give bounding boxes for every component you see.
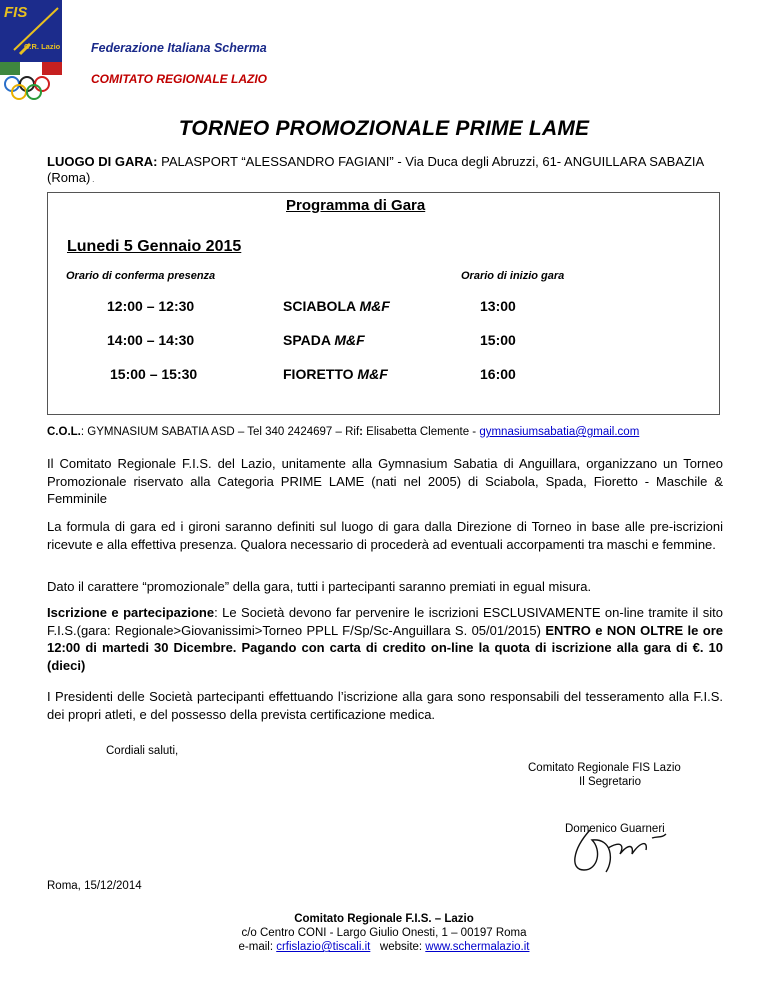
logo-text: FIS <box>4 4 28 21</box>
federation-name: Federazione Italiana Scherma <box>91 41 267 55</box>
footer: Comitato Regionale F.I.S. – Lazio c/o Centro CONI - Largo Giulio Onesti, 1 – 00197 Roma e-mail: crfislazio@tiscali.it website: www.schermalazio.it <box>0 912 768 954</box>
responsibility-paragraph: I Presidenti delle Società partecipanti effettuando l’iscrizione alla gara sono responsabili del tesseramento alla F.I.S. dei propri atleti, e del possesso della prevista certificazione medica. <box>47 689 723 722</box>
format-paragraph: La formula di gara ed i gironi saranno definiti sul luogo di gara dalla Direzione di Torneo in base alle pre-iscrizioni ricevute e alla effettiva presenza. Qualora necessario di procederà ad eventuali accorpamenti tra maschi e femmine. <box>47 519 723 552</box>
committee-name: COMITATO REGIONALE LAZIO <box>91 72 267 86</box>
start-time: 16:00 <box>480 366 516 382</box>
start-time: 15:00 <box>480 332 516 348</box>
page-title: TORNEO PROMOZIONALE PRIME LAME <box>178 117 590 140</box>
venue-label: LUOGO DI GARA: <box>47 154 158 169</box>
start-time: 13:00 <box>480 298 516 314</box>
confirm-time: 14:00 – 14:30 <box>107 332 195 348</box>
footer-website-link[interactable]: www.schermalazio.it <box>425 941 530 953</box>
start-column-header: Orario di inizio gara <box>461 270 565 282</box>
awards-paragraph: Dato il carattere “promozionale” della gara, tutti i partecipanti saranno premiati in egual misura. <box>47 579 592 594</box>
place-date: Roma, 15/12/2014 <box>47 880 142 892</box>
venue-info <box>47 154 727 189</box>
programme-date: Lunedi 5 Gennaio 2015 <box>67 238 242 255</box>
confirm-time: 15:00 – 15:30 <box>110 366 198 382</box>
greeting: Cordiali saluti, <box>106 745 179 757</box>
intro-paragraph: Il Comitato Regionale F.I.S. del Lazio, unitamente alla Gymnasium Sabatia di Anguillara, organizzano un Torneo Promozionale riservato alla Categoria PRIME LAME (nati nel 2005) di Sciabola, Spada, Fioretto - Maschile & Femminile <box>47 456 723 506</box>
confirm-time: 12:00 – 12:30 <box>107 298 195 314</box>
weapon: SPADA M&F <box>283 332 365 348</box>
col-label: C.O.L. <box>47 426 81 438</box>
signer-name: Domenico Guarneri <box>565 823 665 835</box>
logo-subtext: C.R. Lazio <box>24 42 61 51</box>
weapon-category: M&F <box>334 332 365 348</box>
confirm-column-header: Orario di conferma presenza <box>66 270 216 282</box>
signature <box>562 810 682 880</box>
registration-paragraph: Iscrizione e partecipazione: Le Società devono far pervenire le iscrizioni ESCLUSIVAMENTE on-line tramite il sito F.I.S.(gara: Regionale>Giovanissimi>Torneo PPLL F/Sp/Sc-Anguillara S. 05/01/2015) ENTRO e NON OLTRE le ore 12:00 di martedi 30 Dicembre. Pagando con carta di credito on-line la quota di iscrizione alla gara di €. 10 (dieci) <box>47 605 723 673</box>
col-email-link[interactable]: gymnasiumsabatia@gmail.com <box>479 426 640 438</box>
venue-tail: . <box>90 177 95 184</box>
venue-text: PALASPORT “ALESSANDRO FAGIANI” - Via Duca degli Abruzzi, 61- ANGUILLARA SABAZIA (Roma) <box>47 154 704 185</box>
footer-org: Comitato Regionale F.I.S. – Lazio <box>294 913 474 925</box>
programme-heading: Programma di Gara <box>286 197 426 214</box>
col-info: C.O.L.: GYMNASIUM SABATIA ASD – Tel 340 2424697 – Rif: Elisabetta Clemente - gymnasiumsabatia@gmail.com <box>47 426 640 438</box>
weapon: FIORETTO M&F <box>283 366 388 382</box>
weapon-category: M&F <box>359 298 390 314</box>
footer-email-link[interactable]: crfislazio@tiscali.it <box>276 941 371 953</box>
signer-role: Il Segretario <box>579 776 642 788</box>
weapon: SCIABOLA M&F <box>283 298 390 314</box>
signer-organization: Comitato Regionale FIS Lazio <box>528 762 681 774</box>
weapon-category: M&F <box>357 366 388 382</box>
fis-logo <box>0 0 80 104</box>
footer-address: c/o Centro CONI - Largo Giulio Onesti, 1 – 00197 Roma <box>241 927 527 939</box>
